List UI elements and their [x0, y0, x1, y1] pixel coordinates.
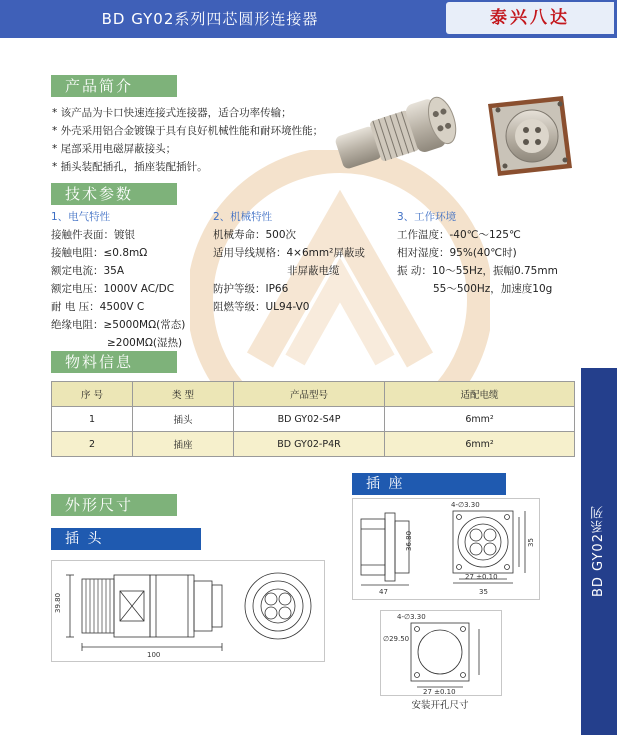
table-cell: BD GY02-P4R: [234, 432, 385, 457]
table-cell: 6mm²: [385, 432, 575, 457]
dim-width: 47: [379, 588, 388, 596]
table-cell: 插座: [133, 432, 234, 457]
intro-bullet: * 外壳采用铝合金镀镍于具有良好机械性能和耐环境性能；: [52, 125, 324, 137]
brand-name: 泰兴八达: [490, 8, 570, 28]
page-title: BD GY02系列四芯圆形连接器: [101, 10, 319, 28]
spec-line: 防护等级：IP66: [213, 283, 289, 295]
table-row: [52, 407, 575, 432]
plug-subheading: 插 头: [51, 528, 201, 550]
side-tab-label: BD GY02系列: [591, 505, 606, 598]
col-header: 序 号: [52, 382, 133, 407]
plug-drawing: [52, 561, 324, 661]
table-cell: 2: [52, 432, 133, 457]
table-cell: 6mm²: [385, 407, 575, 432]
dim-diameter: 39.80: [54, 592, 62, 613]
col-header: 类 型: [133, 382, 234, 407]
environment-specs: [397, 208, 558, 298]
intro-bullet-list: [52, 104, 323, 176]
spec-line: 适用导线规格：4×6mm²屏蔽或: [213, 247, 365, 259]
spec-line: 工作温度：-40℃～125℃: [397, 229, 521, 241]
intro-bullet: * 尾部采用电磁屏蔽接头；: [52, 143, 177, 155]
spec-line: 接触电阻：≤0.8mΩ: [51, 247, 148, 259]
spec-line: 接触件表面：镀银: [51, 229, 135, 241]
table-cell: 1: [52, 407, 133, 432]
spec-line: 振 动：10～55Hz，振幅0.75mm: [397, 265, 558, 277]
mount-drawing-frame: [380, 610, 502, 696]
dim-side: 35: [479, 588, 488, 596]
section-material-heading: 物料信息: [51, 351, 177, 373]
col-header: 适配电缆: [385, 382, 575, 407]
section-intro-heading: 产品简介: [51, 75, 177, 97]
socket-drawing: [353, 499, 539, 599]
side-series-tab: [581, 368, 617, 735]
spec-line: 非屏蔽电缆: [287, 265, 340, 277]
intro-bullet: * 该产品为卡口快速连接式连接器，适合功率传输；: [52, 107, 292, 119]
table-header-row: [52, 382, 575, 407]
header-bar: [0, 0, 617, 38]
spec-line: 额定电流：35A: [51, 265, 125, 277]
spec-line: 绝缘电阻：≥5000MΩ(常态): [51, 319, 186, 331]
dim-mount-pitch: 27 ±0.10: [423, 688, 456, 695]
spec-line: 55～500Hz，加速度10g: [433, 283, 553, 295]
environment-title: 3、工作环境: [397, 211, 457, 223]
mechanical-specs: [213, 208, 365, 316]
spec-line: 耐 电 压：4500V C: [51, 301, 145, 313]
table-row: [52, 432, 575, 457]
plug-drawing-frame: [51, 560, 325, 662]
spec-line: 阻燃等级：UL94-V0: [213, 301, 310, 313]
spec-line: 额定电压：1000V AC/DC: [51, 283, 175, 295]
product-photo: [328, 80, 578, 190]
table-cell: BD GY02-S4P: [234, 407, 385, 432]
dim-pitch: 27 ±0.10: [465, 573, 498, 581]
dim-length: 100: [147, 651, 161, 659]
spec-line: ≥200MΩ(湿热): [107, 337, 183, 349]
socket-subheading: 插 座: [352, 473, 506, 495]
material-table: [51, 381, 575, 457]
mount-caption: 安装开孔尺寸: [411, 700, 469, 711]
electrical-title: 1、电气特性: [51, 211, 111, 223]
socket-photo: [488, 96, 572, 176]
intro-bullet: * 插头装配插孔，插座装配插针。: [52, 161, 208, 173]
brand-badge: [446, 2, 614, 34]
dim-socket-diameter: 36.80: [405, 530, 413, 551]
dim-height: 35: [527, 538, 535, 547]
section-tech-heading: 技术参数: [51, 183, 177, 205]
spec-line: 机械寿命：500次: [213, 229, 297, 241]
col-header: 产品型号: [234, 382, 385, 407]
electrical-specs: [51, 208, 185, 352]
spec-line: 相对湿度：95%(40℃时): [397, 247, 517, 259]
dim-holes: 4-∅3.30: [451, 501, 480, 509]
plug-photo: [332, 93, 462, 178]
dim-mount-holes: 4-∅3.30: [397, 613, 426, 621]
socket-drawing-frame: [352, 498, 540, 600]
table-cell: 插头: [133, 407, 234, 432]
mechanical-title: 2、机械特性: [213, 211, 273, 223]
dim-mount-diameter: ∅29.50: [383, 635, 410, 643]
section-dimensions-heading: 外形尺寸: [51, 494, 177, 516]
mount-drawing: [381, 611, 501, 695]
